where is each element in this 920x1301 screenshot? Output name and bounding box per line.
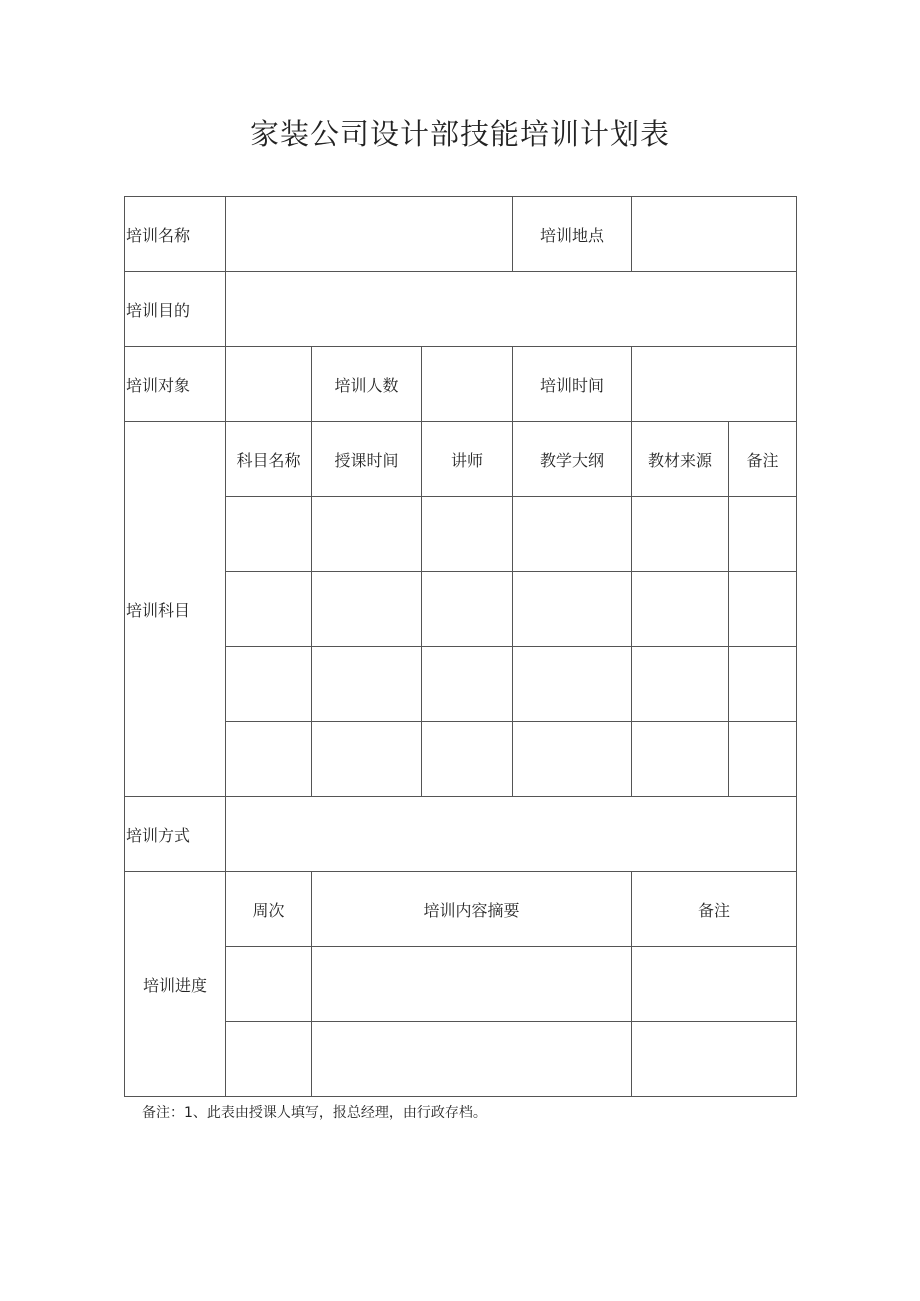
table-row — [125, 722, 797, 797]
subject-cell[interactable] — [226, 572, 312, 647]
training-method-label: 培训方式 — [125, 797, 226, 872]
progress-summary-cell[interactable] — [312, 1022, 632, 1097]
progress-remarks-cell[interactable] — [632, 1022, 797, 1097]
training-location-field[interactable] — [632, 197, 797, 272]
training-subjects-label: 培训科目 — [125, 422, 226, 797]
subject-cell[interactable] — [312, 647, 422, 722]
table-row — [125, 1022, 797, 1097]
table-row — [125, 872, 797, 947]
table-row — [125, 422, 797, 497]
progress-remarks-cell[interactable] — [632, 947, 797, 1022]
subject-cell[interactable] — [632, 497, 729, 572]
subject-cell[interactable] — [226, 722, 312, 797]
subject-cell[interactable] — [513, 647, 632, 722]
progress-week-cell[interactable] — [226, 947, 312, 1022]
subject-cell[interactable] — [632, 572, 729, 647]
subject-cell[interactable] — [729, 722, 797, 797]
progress-header-remarks: 备注 — [632, 872, 797, 947]
subject-cell[interactable] — [513, 497, 632, 572]
training-time-field[interactable] — [632, 347, 797, 422]
table-row — [125, 947, 797, 1022]
training-location-label: 培训地点 — [513, 197, 632, 272]
subject-cell[interactable] — [312, 722, 422, 797]
subject-cell[interactable] — [422, 572, 513, 647]
subject-cell[interactable] — [632, 647, 729, 722]
subject-cell[interactable] — [226, 497, 312, 572]
footnote: 备注：1、此表由授课人填写，报总经理，由行政存档。 — [142, 1105, 487, 1121]
subject-header-remarks: 备注 — [729, 422, 797, 497]
subject-cell[interactable] — [632, 722, 729, 797]
progress-week-cell[interactable] — [226, 1022, 312, 1097]
training-headcount-label: 培训人数 — [312, 347, 422, 422]
table-row — [125, 647, 797, 722]
training-name-label: 培训名称 — [125, 197, 226, 272]
subject-cell[interactable] — [513, 572, 632, 647]
subject-cell[interactable] — [226, 647, 312, 722]
table-row — [125, 572, 797, 647]
subject-cell[interactable] — [422, 722, 513, 797]
table-row — [125, 197, 797, 272]
table-row — [125, 272, 797, 347]
subject-cell[interactable] — [312, 497, 422, 572]
training-purpose-label: 培训目的 — [125, 272, 226, 347]
table-row — [125, 347, 797, 422]
training-time-label: 培训时间 — [513, 347, 632, 422]
training-name-field[interactable] — [226, 197, 513, 272]
subject-cell[interactable] — [729, 497, 797, 572]
subject-header-syllabus: 教学大纲 — [513, 422, 632, 497]
progress-header-summary: 培训内容摘要 — [312, 872, 632, 947]
progress-header-week: 周次 — [226, 872, 312, 947]
page-title: 家装公司设计部技能培训计划表 — [249, 117, 670, 151]
table-row — [125, 497, 797, 572]
training-audience-field[interactable] — [226, 347, 312, 422]
training-plan-table — [124, 196, 797, 1097]
subject-cell[interactable] — [513, 722, 632, 797]
training-headcount-field[interactable] — [422, 347, 513, 422]
subject-header-name: 科目名称 — [226, 422, 312, 497]
subject-cell[interactable] — [312, 572, 422, 647]
table-row — [125, 797, 797, 872]
subject-header-lecturer: 讲师 — [422, 422, 513, 497]
training-audience-label: 培训对象 — [125, 347, 226, 422]
subject-header-time: 授课时间 — [312, 422, 422, 497]
subject-cell[interactable] — [422, 497, 513, 572]
training-progress-label: 培训进度 — [125, 872, 226, 1097]
subject-cell[interactable] — [422, 647, 513, 722]
subject-cell[interactable] — [729, 572, 797, 647]
training-purpose-field[interactable] — [226, 272, 797, 347]
subject-header-material-source: 教材来源 — [632, 422, 729, 497]
training-method-field[interactable] — [226, 797, 797, 872]
subject-cell[interactable] — [729, 647, 797, 722]
progress-summary-cell[interactable] — [312, 947, 632, 1022]
